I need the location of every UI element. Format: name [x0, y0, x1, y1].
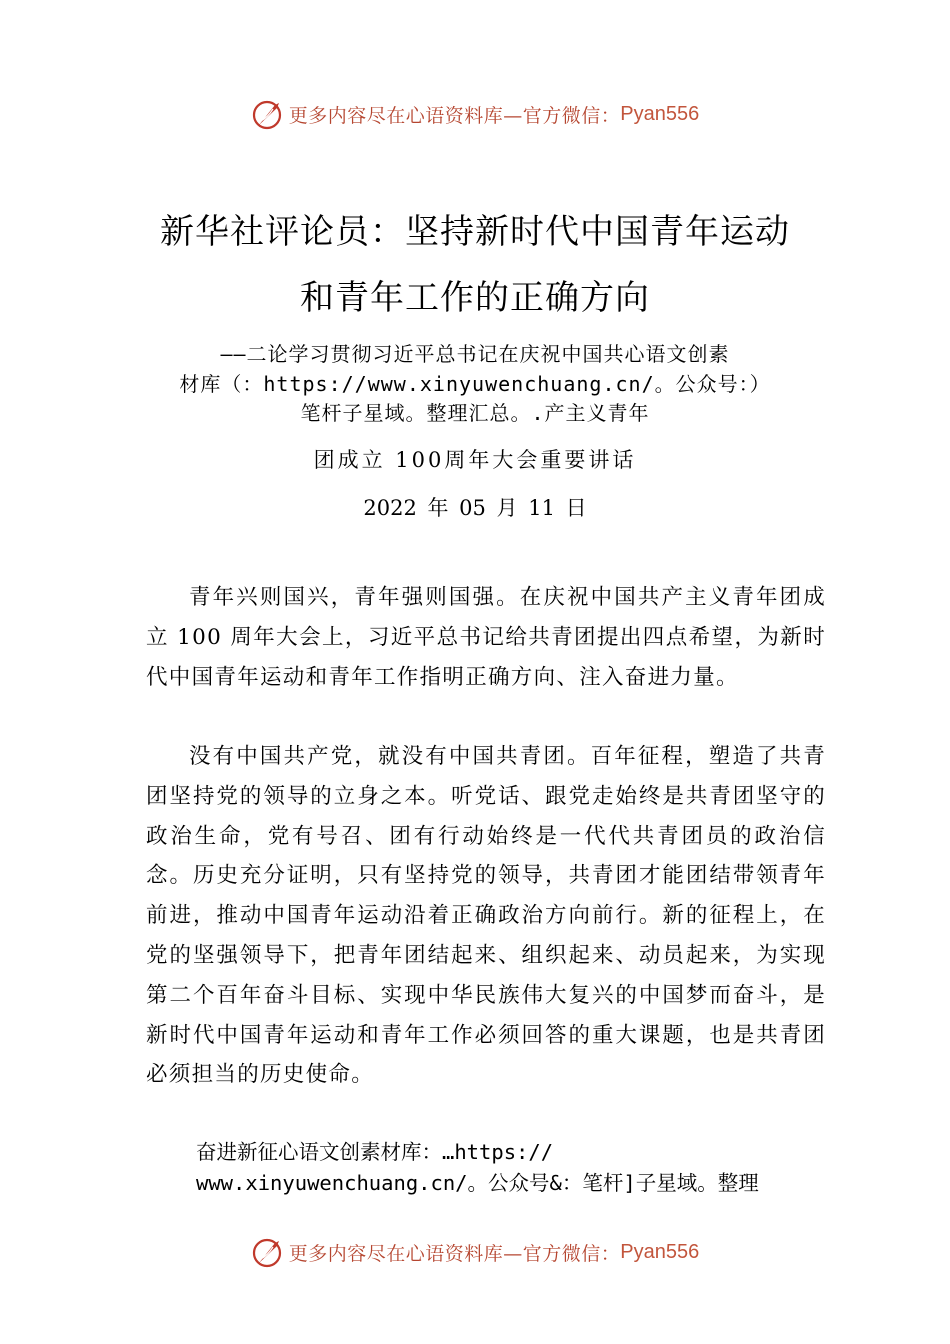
subtitle-line-2: 材库（：https://www.xinyuwenchuang.cn/。公众号：）: [179, 372, 771, 396]
subtitle-line-3: 笔杆子星域。整理汇总。.产主义青年: [300, 401, 650, 425]
body-paragraph-2: 没有中国共产党，就没有中国共青团。百年征程，塑造了共青团坚持党的领导的立身之本。听党话、跟党走始终是共青团坚守的政治生命，党有号召、团有行动始终是一代代共青团员的政治信念。历史充分证明，只有坚持党的领导，共青团才能团结带领青年前进，推动中国青年运动沿着正确政治方向前行。新的征程上，在党的坚强领导下，把青年团结起来、组织起来、动员起来，为实现第二个百年奋斗目标、实现中华民族伟大复兴的中国梦而奋斗，是新时代中国青年运动和青年工作必须回答的重大课题，也是共青团必须担当的历史使命。: [146, 744, 826, 1088]
tail-line-2: www.xinyuwenchuang.cn/。公众号&：笔杆]子星域。整理: [196, 1171, 759, 1195]
banner-wechat-id: Pyan556: [620, 1240, 700, 1263]
article-title-line-1: 新华社评论员：坚持新时代中国青年运动: [160, 212, 790, 252]
subtitle-line-1: ——二论学习贯彻习近平总书记在庆祝中国共心语文创素: [220, 342, 730, 366]
quill-pen-logo-icon: [251, 97, 285, 131]
header-banner: [0, 94, 950, 134]
body-paragraph-1: 青年兴则国兴，青年强则国强。在庆祝中国共产主义青年团成立 100 周年大会上，习近平总书记给共青团提出四点希望，为新时代中国青年运动和青年工作指明正确方向、注入奋进力量。: [146, 585, 826, 690]
banner-text: 更多内容尽在心语资料库—官方微信：: [288, 104, 621, 127]
subtitle-line-4: 团成立 100周年大会重要讲话: [313, 448, 637, 472]
banner-text: 更多内容尽在心语资料库—官方微信：: [288, 1242, 621, 1265]
footer-banner: [0, 1232, 950, 1272]
article-title-line-2: 和青年工作的正确方向: [300, 278, 650, 318]
banner-wechat-id: Pyan556: [620, 102, 700, 125]
publish-date: 2022 年 05 月 11 日: [363, 496, 587, 520]
quill-pen-logo-icon: [251, 1235, 285, 1269]
tail-line-1: 奋进新征心语文创素材库：…https://: [196, 1140, 554, 1164]
